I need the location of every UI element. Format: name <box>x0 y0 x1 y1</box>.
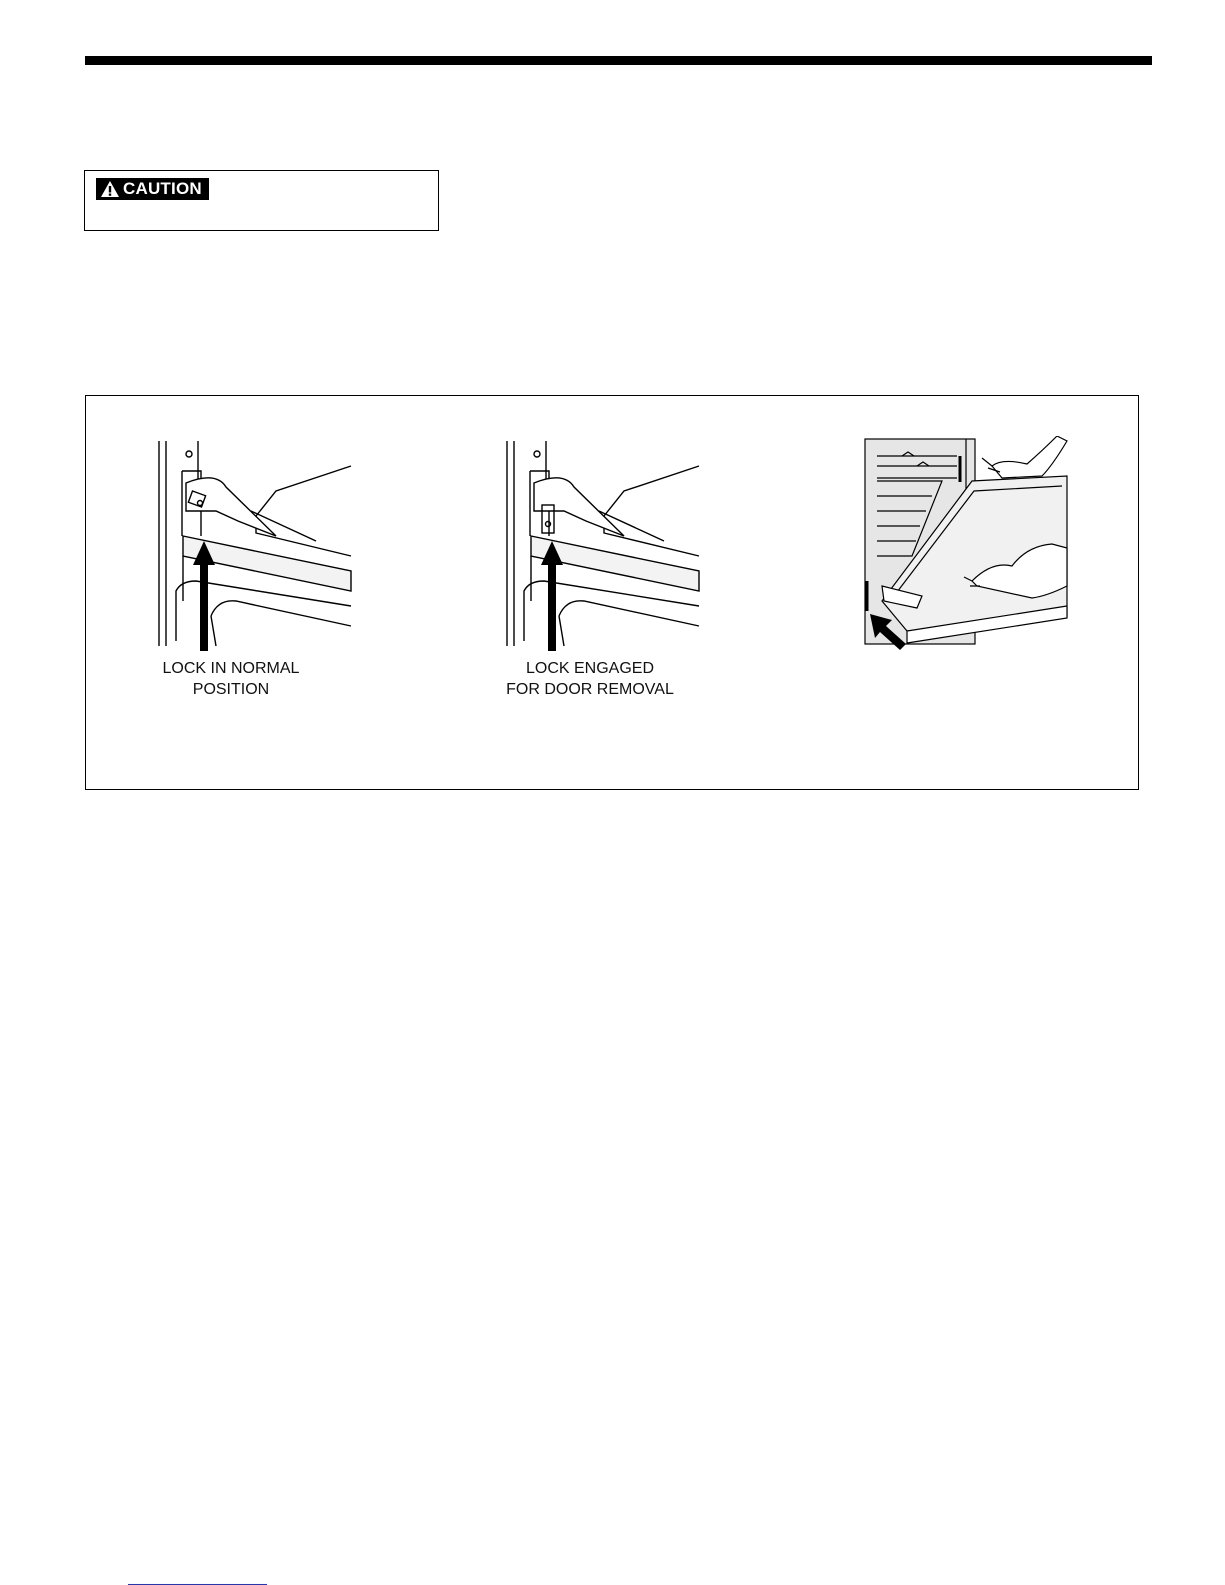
caption-lock-engaged: LOCK ENGAGED FOR DOOR REMOVAL <box>506 660 674 698</box>
caution-label: CAUTION <box>123 179 202 198</box>
caption-lock-normal: LOCK IN NORMAL POSITION <box>162 660 300 698</box>
door-lift-illustration <box>862 436 1072 658</box>
lock-normal-illustration <box>156 441 356 651</box>
lock-engaged-illustration <box>504 441 704 651</box>
door-removal-figure <box>85 395 1139 790</box>
caution-box <box>84 170 439 231</box>
caution-badge <box>96 178 209 200</box>
header-rule <box>85 56 1152 65</box>
warning-triangle-icon <box>100 180 120 198</box>
